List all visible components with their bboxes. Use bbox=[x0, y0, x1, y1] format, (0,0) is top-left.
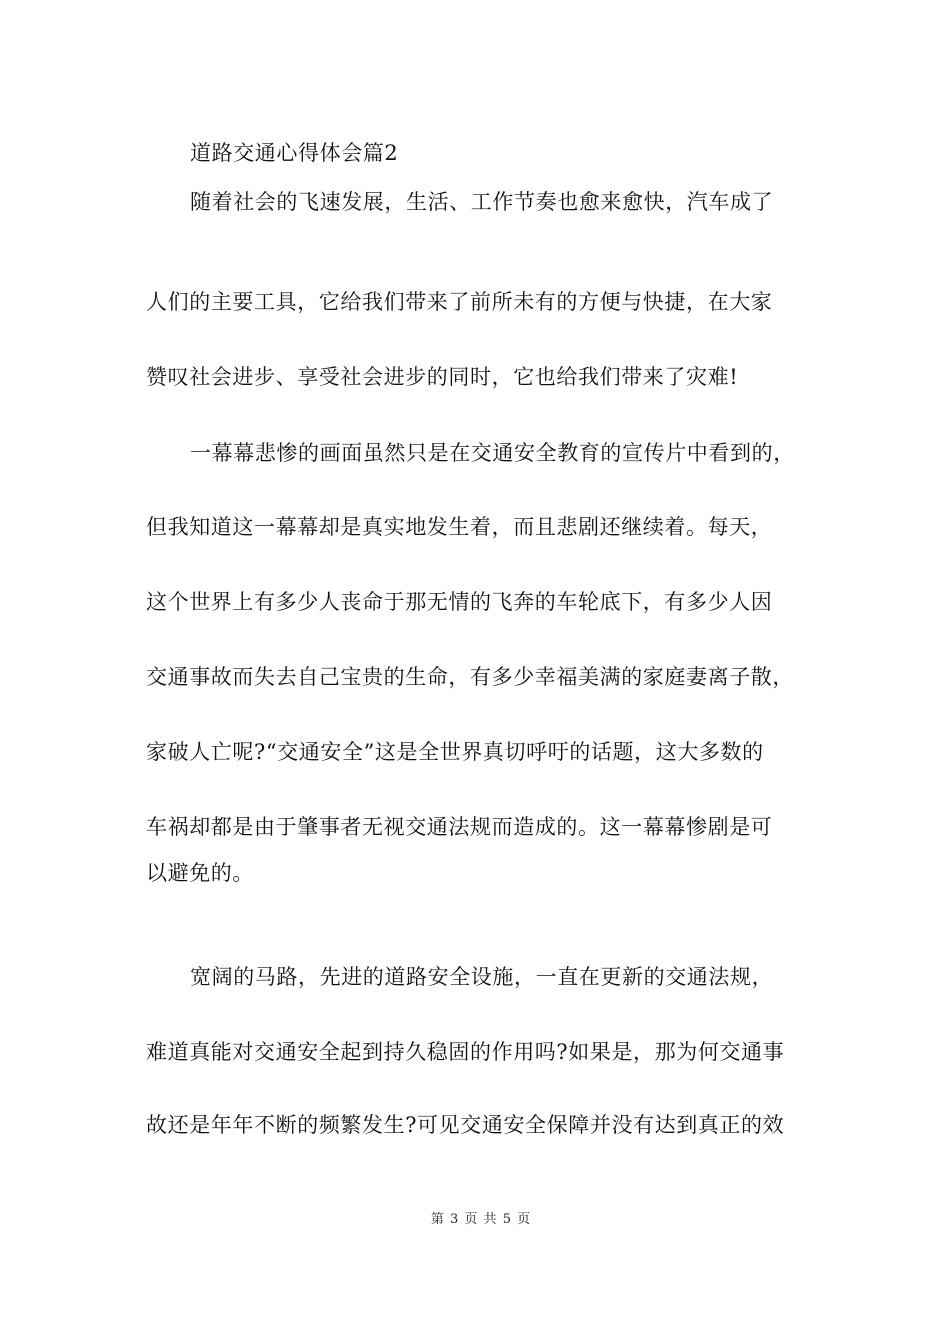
page-number-footer: 第 3 页 共 5 页 bbox=[430, 1212, 532, 1227]
paragraph-line: 但我知道这一幕幕却是真实地发生着，而且悲剧还继续着。每天， bbox=[146, 515, 773, 539]
paragraph-line: 车祸却都是由于肇事者无视交通法规而造成的。这一幕幕惨剧是可 bbox=[146, 815, 773, 839]
paragraph-line: 交通事故而失去自己宝贵的生命，有多少幸福美满的家庭妻离子散， bbox=[146, 665, 794, 689]
paragraph-line: 以避免的。 bbox=[146, 861, 254, 885]
paragraph-line: 这个世界上有多少人丧命于那无情的飞奔的车轮底下，有多少人因 bbox=[146, 590, 773, 614]
paragraph-line: 一幕幕悲惨的画面虽然只是在交通安全教育的宣传片中看到的， bbox=[190, 441, 795, 465]
paragraph-line: 难道真能对交通安全起到持久稳固的作用吗?如果是，那为何交通事 bbox=[146, 1040, 785, 1064]
paragraph-line: 故还是年年不断的频繁发生?可见交通安全保障并没有达到真正的效 bbox=[146, 1113, 785, 1137]
paragraph-line: 家破人亡呢?“交通安全”这是全世界真切呼吁的话题，这大多数的 bbox=[146, 740, 764, 764]
paragraph-line: 赞叹社会进步、享受社会进步的同时，它也给我们带来了灾难! bbox=[146, 365, 739, 389]
paragraph-line: 随着社会的飞速发展，生活、工作节奏也愈来愈快，汽车成了 bbox=[190, 190, 774, 214]
paragraph-line: 人们的主要工具，它给我们带来了前所未有的方便与快捷，在大家 bbox=[146, 290, 773, 314]
paragraph-line: 宽阔的马路，先进的道路安全设施，一直在更新的交通法规， bbox=[190, 965, 774, 989]
section-heading: 道路交通心得体会篇2 bbox=[190, 141, 399, 165]
